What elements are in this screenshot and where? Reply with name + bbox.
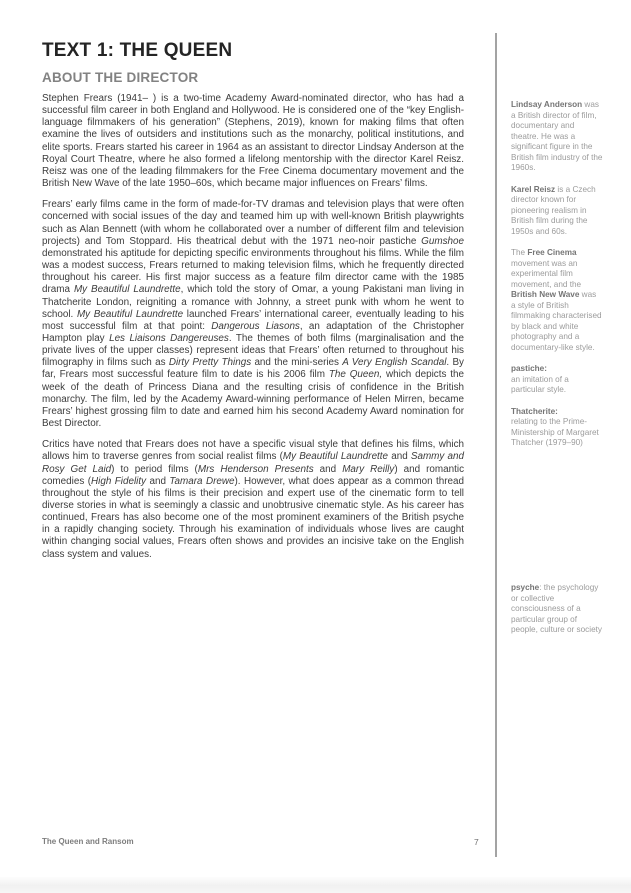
paragraph-2: Frears’ early films came in the form of made-for-TV dramas and television plays that were often concerned with social issues of the day and teamed him up with well-known British playwrights such as Alan Bennett (with whom he collaborated over a number of different film and television projects) and Tom Stoppard. His theatrical debut with the 1971 neo-noir pastiche Gumshoe demonstrated his aptitude for depicting specific environments throughout his films. While the film was a modest success, Frears returned to making television films, which he frequently directed throughout his career. His first major success as a feature film director came with the 1985 drama My Beautiful Laundrette, which told the story of Omar, a young Pakistani man living in Thatcherite London, reigniting a romance with Johnny, a street punk with whom he went to school. My Beautiful Laundrette launched Frears’ international career, eventually leading to his most successful film at that point: Dangerous Liasons, an adaptation of the Christopher Hampton play Les Liaisons Dangereuses. The themes of both films (marginalisation and the private lives of the upper classes) represent ideas that Frears’ often returned to throughout his filmography in films such as Dirty Pretty Things and the mini-series A Very English Scandal. By far, Frears most successful feature film to date is his 2006 film The Queen, which depicts the week of the death of Princess Diana and the resulting crisis of confidence in the British monarchy. The film, led by the Academy Award-winning performance of Helen Mirren, became Frears’ highest grossing film to date and earned him his second Academy Award nomination for Best Director. [42, 199, 465, 430]
margin-note-free-cinema: The Free Cinema movement was an experimental film movement, and the British New Wave was a style of British filmmaking characterised by black and white photography and a documentary-like style. [511, 248, 602, 352]
margin-note-psyche: psyche: the psychology or collective consciousness of a particular group of people, culture or society [511, 583, 603, 634]
margin-notes-lower [511, 583, 603, 647]
column-divider-line [495, 33, 497, 857]
margin-note-thatcherite: Thatcherite: relating to the Prime-Ministership of Margaret Thatcher (1979–90) [511, 406, 599, 447]
page-title: TEXT 1: THE QUEEN [42, 40, 233, 61]
margin-notes [511, 100, 603, 460]
article-body [42, 93, 464, 570]
margin-note-lindsay-anderson: Lindsay Anderson was a British director of film, documentary and theatre. He was a significant figure in the British film industry of the 1960s. [511, 100, 603, 172]
margin-note-pastiche: pastiche: an imitation of a particular style. [511, 364, 569, 394]
margin-note-karel-reisz: Karel Reisz is a Czech director known for pioneering realism in British film during the 1950s and 60s. [511, 184, 596, 236]
paragraph-3: Critics have noted that Frears does not have a specific visual style that defines his films, which allows him to traverse genres from social realist films (My Beautiful Laundrette and Sammy and Rosy Get Laid) to period films (Mrs Henderson Presents and Mary Reilly) and romantic comedies (High Fidelity and Tamara Drewe). However, what does appear as a common thread throughout the style of his films is their precision and expert use of the cinematic form to tell diverse stories in what is seemingly a classic and unobtrusive cinematic style. As his career has continued, Frears has also become one of the most prominent examiners of the British psyche in a rapidly changing society. Through his examination of individuals whose lives are caught within changing social values, Frears often shows and provides an incisive take on the English class system and values. [42, 439, 465, 560]
paragraph-1: Stephen Frears (1941– ) is a two-time Academy Award-nominated director, who has had a successful film career in both England and Hollywood. He is considered one of the “key English-language filmmakers of his generation” (Stephens, 2019), known for making films that often examine the lives of outsiders and institutions such as the monarchy, political institutions, and elite sports. Frears started his career in 1964 as an assistant to director Lindsay Anderson at the Royal Court Theatre, where he also formed a lifelong mentorship with the director Karel Reisz. Reisz was one of the leading filmmakers for the Free Cinema documentary movement and the British New Wave of the late 1950–60s, which became major influences on Frears’ films. [42, 93, 464, 190]
footer-book-title: The Queen and Ransom [42, 837, 134, 846]
section-heading: ABOUT THE DIRECTOR [42, 70, 199, 85]
page-bottom-edge [0, 877, 631, 893]
page-number: 7 [474, 837, 479, 847]
